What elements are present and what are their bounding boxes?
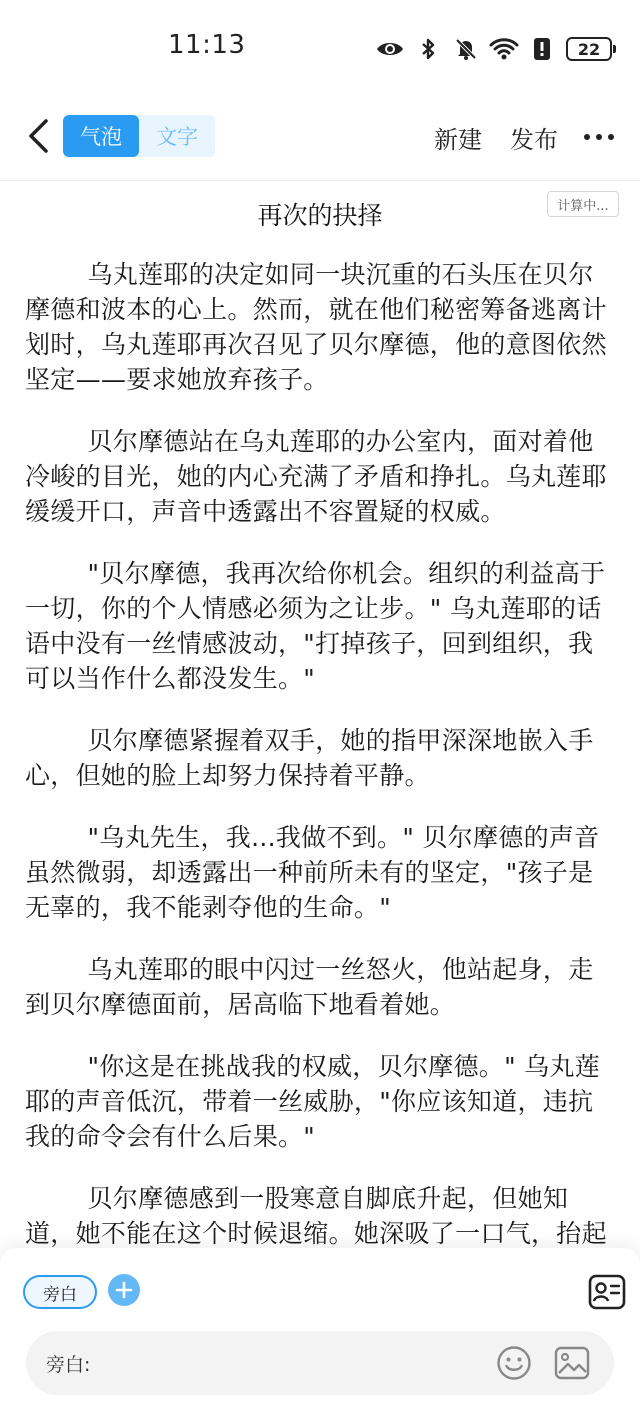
- status-bar: [0, 0, 640, 96]
- bell-off-icon: [452, 35, 480, 63]
- paragraph: 贝尔摩德紧握着双手，她的指甲深深地嵌入手心，但她的脸上却努力保持着平静。: [25, 726, 594, 790]
- cast-list-button[interactable]: [586, 1272, 628, 1312]
- new-button[interactable]: 新建: [434, 126, 482, 154]
- mode-switch: [63, 115, 215, 157]
- tab-bubble[interactable]: 气泡: [63, 115, 139, 157]
- emoji-button[interactable]: [496, 1345, 532, 1381]
- paragraph: "你这是在挑战我的权威，贝尔摩德。" 乌丸莲耶的声音低沉，带着一丝威胁，"你应该知道，违抗我的命令会有什么后果。": [25, 1052, 601, 1151]
- dialogue-input-bar: [26, 1331, 614, 1395]
- paragraph: 贝尔摩德感到一股寒意自脚底升起，但她知道，她不能在这个时候退缩。她深吸了一口气，抬起: [25, 1184, 607, 1248]
- editor-toolbar: [0, 96, 640, 181]
- contact-card-icon: [588, 1274, 626, 1310]
- add-role-button[interactable]: [108, 1274, 140, 1306]
- alert-icon: [528, 35, 556, 63]
- input-panel: [0, 1248, 640, 1422]
- tab-text[interactable]: 文字: [156, 125, 198, 149]
- more-icon[interactable]: [584, 134, 614, 140]
- plus-icon: [115, 1281, 133, 1299]
- battery-level: 22: [577, 39, 601, 59]
- battery-icon: [566, 37, 612, 61]
- input-role-label: 旁白:: [46, 1354, 91, 1376]
- paragraph: 贝尔摩德站在乌丸莲耶的办公室内，面对着他冷峻的目光，她的内心充满了矛盾和挣扎。乌丸莲耶缓缓开口，声音中透露出不容置疑的权威。: [25, 427, 607, 526]
- emoji-icon: [496, 1345, 532, 1381]
- role-tag-narration[interactable]: 旁白: [23, 1275, 97, 1309]
- wifi-icon: [490, 35, 518, 63]
- eye-icon: [376, 35, 404, 63]
- dialogue-input[interactable]: [106, 1343, 490, 1385]
- insert-image-button[interactable]: [553, 1344, 591, 1382]
- paragraph: 乌丸莲耶的决定如同一块沉重的石头压在贝尔摩德和波本的心上。然而，就在他们秘密筹备逃离计划时，乌丸莲耶再次召见了贝尔摩德，他的意图依然坚定——要求她放弃孩子。: [25, 260, 607, 394]
- paragraph: 乌丸莲耶的眼中闪过一丝怒火，他站起身，走到贝尔摩德面前，居高临下地看着她。: [25, 955, 594, 1019]
- publish-button[interactable]: 发布: [510, 126, 558, 154]
- bluetooth-icon: [414, 35, 442, 63]
- paragraph: "贝尔摩德，我再次给你机会。组织的利益高于一切，你的个人情感必须为之让步。" 乌丸莲耶的话语中没有一丝情感波动，"打掉孩子，回到组织，我可以当作什么都没发生。": [25, 559, 606, 693]
- status-badge: 计算中...: [547, 191, 619, 217]
- chevron-left-icon: [26, 118, 50, 154]
- status-icons: [376, 34, 612, 64]
- document-body[interactable]: [25, 257, 615, 1247]
- image-icon: [553, 1344, 591, 1382]
- document-title[interactable]: 再次的抉择: [257, 201, 383, 230]
- paragraph: "乌丸先生，我...我做不到。" 贝尔摩德的声音虽然微弱，却透露出一种前所未有的坚定，"孩子是无辜的，我不能剥夺他的生命。": [25, 823, 600, 922]
- back-button[interactable]: [16, 114, 60, 158]
- status-time: 11:13: [168, 30, 246, 60]
